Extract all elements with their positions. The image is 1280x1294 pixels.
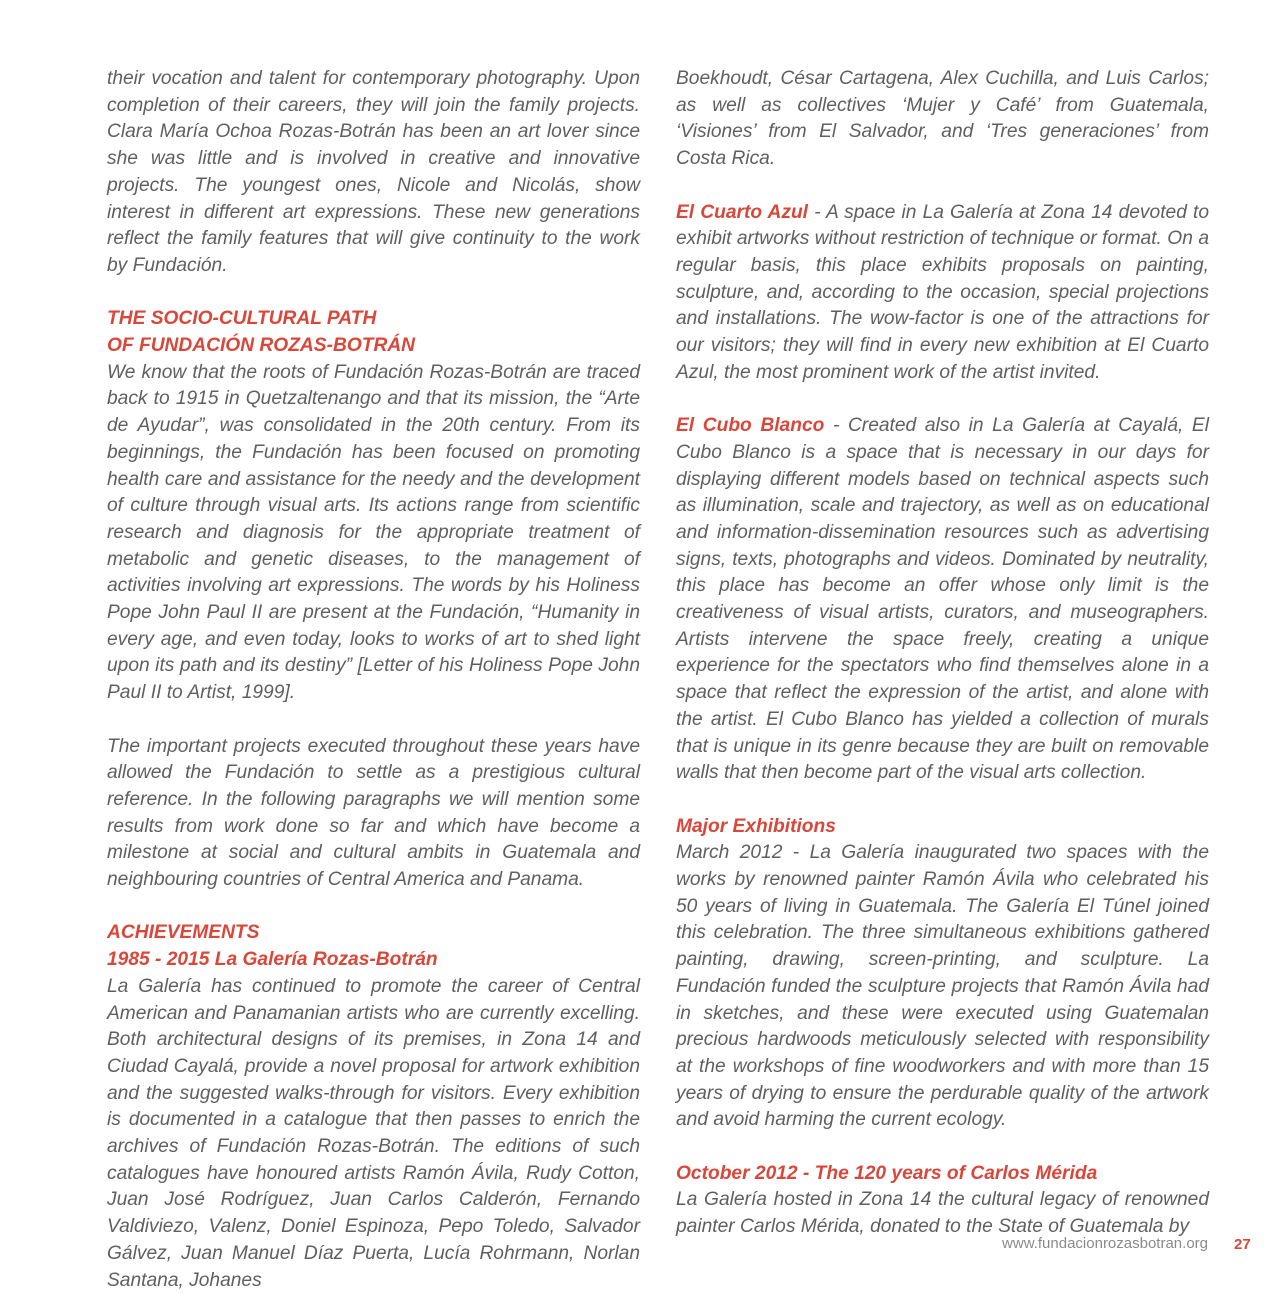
footer-website: www.fundacionrozasbotran.org — [1002, 1235, 1208, 1252]
heading-line-2: OF FUNDACIÓN ROZAS-BOTRÁN — [107, 335, 416, 357]
carlos-merida-heading: October 2012 - The 120 years of Carlos Mérida — [676, 1162, 1098, 1184]
projects-paragraph: The important projects executed throughout these years have allowed the Fundación to settle as a prestigious cultural reference. In the following paragraphs we will mention some results from work done so far and which have become a milestone at social and cultural ambits in Guatemala and neighbouring countries of Central America and Panama. — [107, 735, 640, 891]
galeria-paragraph: La Galería has continued to promote the career of Central American and Panamanian artists who are currently excelling. Both architectural designs of its premises, in Zona 14 and Ciudad Cayalá, provide a novel proposal for artwork exhibition and the suggested walks-through for visitors. Every exhibition is documented in a catalogue that then passes to enrich the archives of Fundación Rozas-Botrán. The editions of such catalogues have honoured artists Ramón Ávila, Rudy Cotton, Juan José Rodríguez, Juan Carlos Calderón, Fernando Valdiviezo, Valenz, Doniel Espinoza, Pepo Toledo, Salvador Gálvez, Juan Manuel Díaz Puerta, Lucía Rohrmann, Norlan Santana, Johanes — [107, 975, 640, 1291]
cubo-blanco-title: El Cubo Blanco — [676, 415, 825, 437]
section-heading-achievements — [107, 920, 640, 973]
carlos-merida-paragraph: La Galería hosted in Zona 14 the cultural legacy of renowned painter Carlos Mérida, donated to the State of Guatemala by — [676, 1189, 1209, 1238]
roots-paragraph: We know that the roots of Fundación Rozas-Botrán are traced back to 1915 in Quetzaltenango and that its mission, the “Arte de Ayudar”, was consolidated in the 20th century. From its beginnings, the Fundación has been focused on promoting health care and assistance for the needy and the development of culture through visual arts. Its actions range from scientific research and diagnosis for the appropriate treatment of metabolic and genetic diseases, to the management of activities involving art expressions. The words by his Holiness Pope John Paul II are present at the Fundación, “Humanity in every age, and even today, looks to works of art to shed light upon its path and its destiny” [Letter of his Holiness Pope John Paul II to Artist, 1999]. — [107, 361, 640, 704]
right-column — [676, 66, 1209, 1241]
section-heading-socio-cultural — [107, 306, 640, 359]
achievements-heading: ACHIEVEMENTS — [107, 922, 260, 944]
galeria-subheading: 1985 - 2015 La Galería Rozas-Botrán — [107, 949, 438, 971]
left-column — [107, 66, 640, 1294]
cuarto-azul-title: El Cuarto Azul — [676, 201, 809, 223]
cubo-blanco-text: - Created also in La Galería at Cayalá, El Cubo Blanco is a space that is necessary in our days for displaying different models based on technical aspects such as illumination, scale and trajectory, as well as on educational and information-dissemination resources such as advertising signs, texts, photographs and videos. Dominated by neutrality, this place has become an offer whose only limit is the creativeness of visual artists, curators, and museographers. Artists intervene the space freely, creating a unique experience for the spectators who find themselves alone in a space that reflect the expression of the artist, and alone with the artist. El Cubo Blanco has yielded a collection of murals that is unique in its genre because they are built on removable walls that then become part of the visual arts collection. — [676, 415, 1209, 784]
artists-continuation-paragraph: Boekhoudt, César Cartagena, Alex Cuchilla, and Luis Carlos; as well as collectives ‘Mujer y Café’ from Guatemala, ‘Visiones’ from El Salvador, and ‘Tres generaciones’ from Costa Rica. — [676, 68, 1209, 170]
cuarto-azul-text: - A space in La Galería at Zona 14 devoted to exhibit artworks without restriction of technique or format. On a regular basis, this place exhibits proposals on painting, sculpture, and, according to the occasion, special projections and installations. The wow-factor is one of the attractions for our visitors; they will find in every new exhibition at El Cuarto Azul, the most prominent work of the artist invited. — [676, 201, 1209, 383]
march-2012-paragraph: March 2012 - La Galería inaugurated two spaces with the works by renowned painter Ramón Ávila who celebrated his 50 years of living in Guatemala. The Galería El Túnel joined this celebration. The three simultaneous exhibitions gathered painting, drawing, screen-printing, and sculpture. La Fundación funded the sculpture projects that Ramón Ávila had in sketches, and these were executed using Guatemalan precious hardwoods meticulously selected with responsibility at the workshops of fine woodworkers and with more than 15 years of drying to ensure the perdurable quality of the artwork and avoid harming the current ecology. — [676, 842, 1209, 1131]
cuarto-azul-paragraph — [676, 200, 1209, 387]
cubo-blanco-paragraph — [676, 413, 1209, 787]
intro-paragraph: their vocation and talent for contemporary photography. Upon completion of their careers, they will join the family projects. Clara María Ochoa Rozas-Botrán has been an art lover since she was little and is involved in creative and innovative projects. The youngest ones, Nicole and Nicolás, show interest in different art expressions. These new generations reflect the family features that will give continuity to the work by Fundación. — [107, 68, 640, 276]
page-number: 27 — [1234, 1236, 1251, 1253]
heading-line-1: THE SOCIO-CULTURAL PATH — [107, 308, 377, 330]
major-exhibitions-heading: Major Exhibitions — [676, 815, 836, 837]
